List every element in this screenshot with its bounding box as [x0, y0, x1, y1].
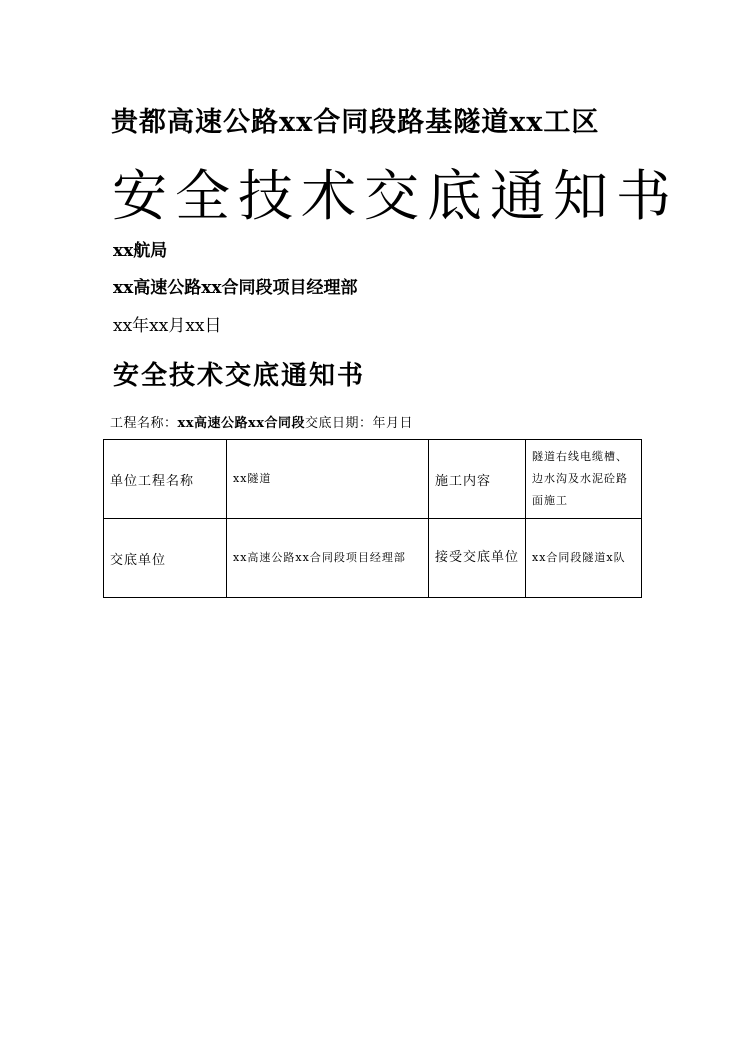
- organization-name: xx航局: [113, 241, 168, 261]
- construction-content-value: 隧道右线电缆槽、边水沟及水泥砼路面施工: [526, 440, 642, 519]
- project-department: xx高速公路xx合同段项目经理部: [113, 278, 358, 298]
- unit-project-label: 单位工程名称: [104, 440, 227, 519]
- project-name-value: xx高速公路xx合同段: [177, 416, 306, 431]
- table-row: [104, 519, 642, 598]
- document-header: 贵都高速公路xx合同段路基隧道xx工区: [111, 107, 600, 138]
- receiving-unit-label: 接受交底单位: [429, 519, 526, 598]
- project-name-label: 工程名称：: [110, 416, 178, 431]
- table-row: [104, 440, 642, 519]
- construction-content-label: 施工内容: [429, 440, 526, 519]
- unit-project-value: xx隧道: [227, 440, 429, 519]
- project-info-line: [110, 412, 413, 431]
- handover-date-label: 交底日期：年月日: [305, 416, 414, 431]
- document-title: 安全技术交底通知书: [112, 164, 680, 228]
- document-date: xx年xx月xx日: [113, 316, 222, 336]
- receiving-unit-value: xx合同段隧道x队: [526, 519, 642, 598]
- issuing-unit-label: 交底单位: [104, 519, 227, 598]
- handover-table: [103, 439, 642, 598]
- section-title: 安全技术交底通知书: [113, 361, 366, 391]
- issuing-unit-value: xx高速公路xx合同段项目经理部: [227, 519, 429, 598]
